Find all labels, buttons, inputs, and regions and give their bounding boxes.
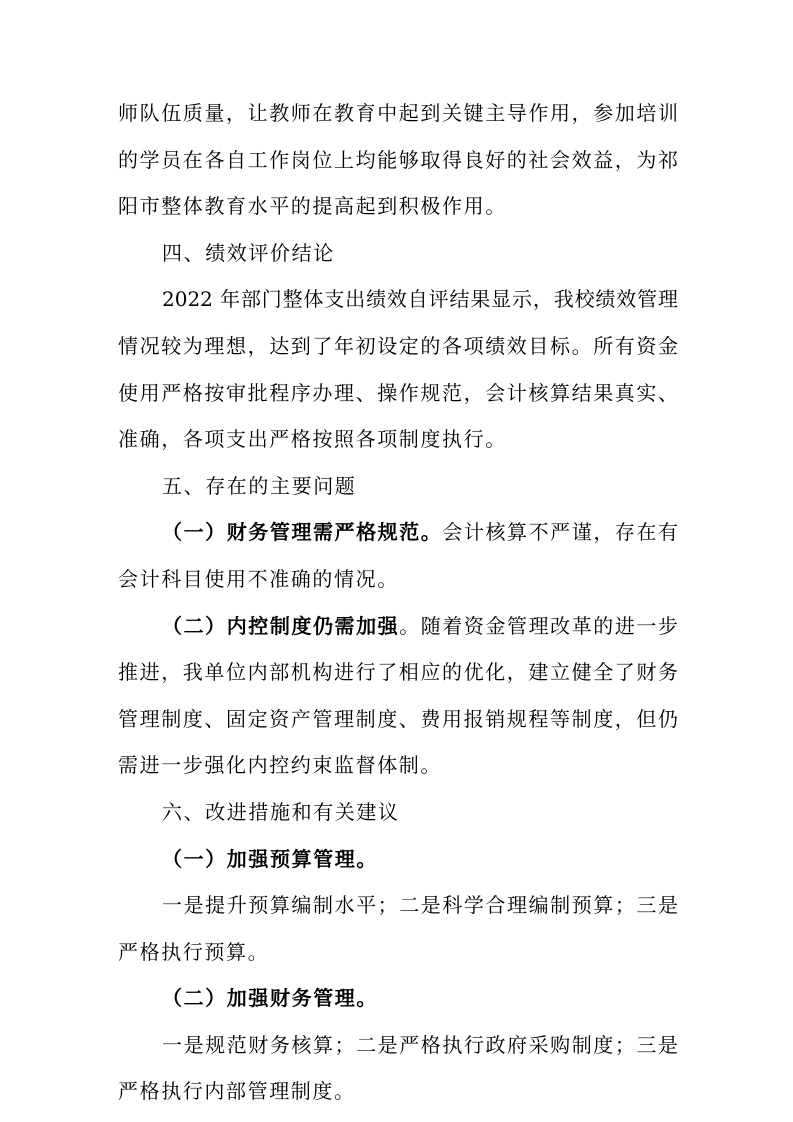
subheading-bold: （二）内控制度仍需加强 [162, 613, 400, 638]
paragraph-line: 师队伍质量，让教师在教育中起到关键主导作用，参加培训 [118, 101, 678, 125]
paragraph-line: 的学员在各自工作岗位上均能够取得良好的社会效益，为祁 [118, 147, 678, 172]
paragraph-line [118, 603, 678, 650]
paragraph-line: 严格执行内部管理制度。 [118, 1079, 356, 1104]
paragraph-line: 会计科目使用不准确的情况。 [118, 566, 399, 591]
paragraph-line: 2022 年部门整体支出绩效自评结果显示，我校绩效管理 [162, 287, 678, 312]
paragraph-line: 阳市整体教育水平的提高起到积极作用。 [118, 194, 507, 219]
section-heading-4: 四、绩效评价结论 [162, 240, 335, 265]
paragraph-line: 准确，各项支出严格按照各项制度执行。 [118, 427, 507, 452]
paragraph-line: 推进，我单位内部机构进行了相应的优化，建立健全了财务 [118, 660, 678, 685]
document-page [118, 90, 678, 1115]
paragraph-line: 严格执行预算。 [118, 939, 270, 964]
paragraph-line: 情况较为理想，达到了年初设定的各项绩效目标。所有资金 [118, 333, 678, 358]
paragraph-line [118, 509, 678, 556]
section-heading-6: 六、改进措施和有关建议 [162, 799, 400, 824]
paragraph-line: 一是提升预算编制水平；二是科学合理编制预算；三是 [162, 893, 678, 918]
subheading-6-1: （一）加强预算管理。 [162, 846, 378, 871]
paragraph-text: 会计核算不严谨，存在有 [442, 520, 679, 545]
paragraph-line: 管理制度、固定资产管理制度、费用报销规程等制度，但仍 [118, 706, 678, 731]
subheading-bold: （一）财务管理需严格规范。 [162, 520, 443, 545]
section-heading-5: 五、存在的主要问题 [162, 473, 357, 498]
paragraph-line: 需进一步强化内控约束监督体制。 [118, 753, 442, 778]
paragraph-line: 使用严格按审批程序办理、操作规范，会计核算结果真实、 [118, 380, 678, 405]
paragraph-line: 一是规范财务核算；二是严格执行政府采购制度；三是 [162, 1032, 678, 1057]
subheading-6-2: （二）加强财务管理。 [162, 986, 378, 1011]
paragraph-text: 。随着资金管理改革的进一步 [399, 613, 679, 638]
